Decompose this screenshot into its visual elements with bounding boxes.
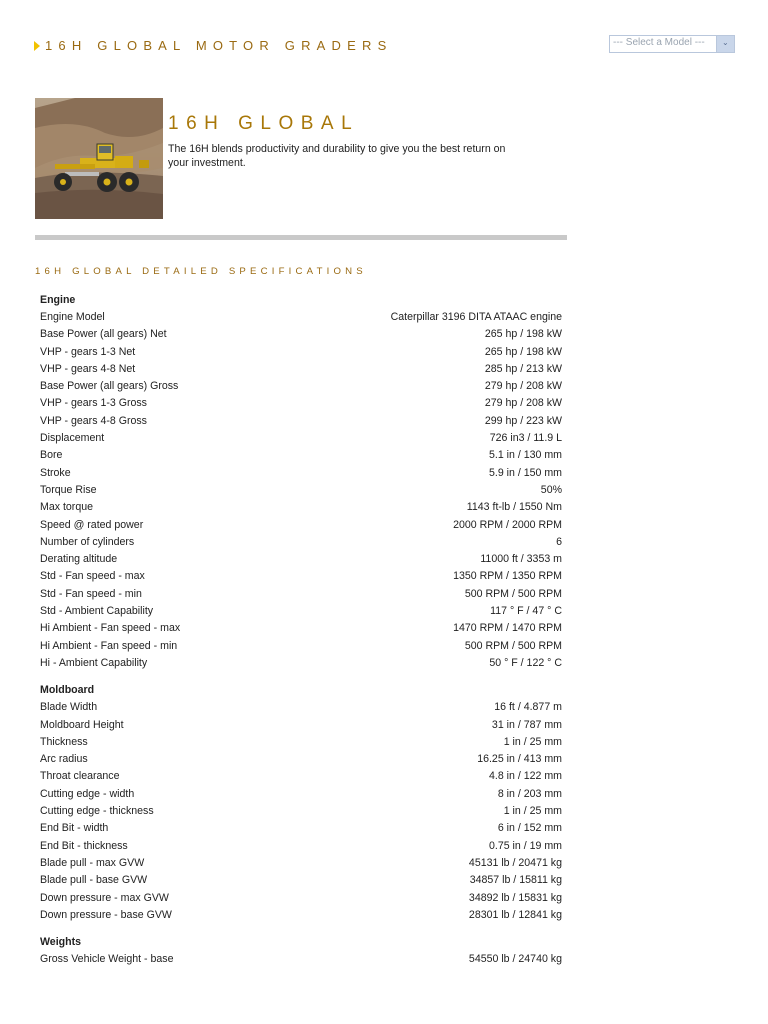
spec-row xyxy=(40,378,562,395)
spec-value: 34892 lb / 15831 kg xyxy=(468,891,562,904)
spec-value: 50% xyxy=(540,483,562,496)
spec-label: VHP - gears 4-8 Gross xyxy=(40,414,147,427)
spec-label: Hi - Ambient Capability xyxy=(40,656,148,669)
spec-label: Hi Ambient - Fan speed - min xyxy=(40,639,178,652)
section-heading: Weights xyxy=(40,936,82,949)
spec-value: 54550 lb / 24740 kg xyxy=(468,953,562,966)
spec-label: Stroke xyxy=(40,466,71,479)
spec-value: 726 in3 / 11.9 L xyxy=(489,432,562,445)
spec-value: 50 ° F / 122 ° C xyxy=(489,656,562,669)
spec-label: Thickness xyxy=(40,735,88,748)
spec-label: Speed @ rated power xyxy=(40,518,144,531)
chevron-down-icon: ⌄ xyxy=(722,38,729,47)
spec-value: 1470 RPM / 1470 RPM xyxy=(453,622,562,635)
spec-row xyxy=(40,326,562,343)
spec-value: 45131 lb / 20471 kg xyxy=(468,856,562,869)
section-heading: Engine xyxy=(40,294,76,306)
spec-row xyxy=(40,534,562,551)
spec-label: Blade Width xyxy=(40,701,98,714)
spec-row xyxy=(40,395,562,412)
spec-row xyxy=(40,551,562,568)
spec-label: Moldboard Height xyxy=(40,718,124,731)
spec-row xyxy=(40,361,562,378)
spec-value: 5.1 in / 130 mm xyxy=(488,449,562,462)
specifications-title: 16H GLOBAL DETAILED SPECIFICATIONS xyxy=(35,266,367,277)
spec-value: 279 hp / 208 kW xyxy=(484,380,562,393)
spec-label: Cutting edge - width xyxy=(40,787,135,800)
spec-value: 1 in / 25 mm xyxy=(503,805,562,818)
spec-label: End Bit - width xyxy=(40,822,109,835)
product-description: The 16H blends productivity and durability to give you the best return on your investment. xyxy=(168,143,506,169)
spec-row xyxy=(40,768,562,785)
spec-value: 4.8 in / 122 mm xyxy=(488,770,562,783)
spec-row xyxy=(40,499,562,516)
spec-row xyxy=(40,951,562,968)
spec-value: 6 in / 152 mm xyxy=(497,822,562,835)
spec-value: 6 xyxy=(556,535,562,548)
spec-row xyxy=(40,482,562,499)
spec-row xyxy=(40,838,562,855)
spec-value: 1 in / 25 mm xyxy=(503,735,562,748)
spec-row xyxy=(40,803,562,820)
spec-label: Cutting edge - thickness xyxy=(40,805,154,818)
spec-row xyxy=(40,568,562,585)
spec-value: 299 hp / 223 kW xyxy=(484,414,562,427)
spec-value: 31 in / 787 mm xyxy=(491,718,562,731)
spec-row xyxy=(40,620,562,637)
product-title: 16H GLOBAL xyxy=(168,113,360,134)
spec-value: 1143 ft-lb / 1550 Nm xyxy=(466,501,562,514)
model-select-value: --- Select a Model --- xyxy=(613,37,705,48)
spec-label: Arc radius xyxy=(40,753,88,766)
spec-row xyxy=(40,907,562,924)
section-heading: Moldboard xyxy=(40,684,95,697)
spec-row xyxy=(40,586,562,603)
spec-value: Caterpillar 3196 DITA ATAAC engine xyxy=(390,311,562,323)
spec-label: Bore xyxy=(40,449,63,462)
spec-row xyxy=(40,872,562,889)
spec-label: Base Power (all gears) Net xyxy=(40,328,167,341)
spec-row xyxy=(40,465,562,482)
spec-label: Down pressure - max GVW xyxy=(40,891,169,904)
spec-row xyxy=(40,655,562,672)
spec-label: Hi Ambient - Fan speed - max xyxy=(40,622,181,635)
spec-value: 0.75 in / 19 mm xyxy=(488,839,562,852)
spec-row xyxy=(40,751,562,768)
spec-label: Gross Vehicle Weight - base xyxy=(40,953,174,966)
spec-row xyxy=(40,430,562,447)
spec-row xyxy=(40,699,562,716)
spec-value: 28301 lb / 12841 kg xyxy=(468,908,562,921)
spec-section-weights xyxy=(40,934,562,968)
specifications-table xyxy=(40,287,562,978)
spec-label: VHP - gears 1-3 Gross xyxy=(40,397,147,410)
spec-label: Blade pull - base GVW xyxy=(40,874,148,887)
spec-row xyxy=(40,603,562,620)
spec-label: Number of cylinders xyxy=(40,535,135,548)
spec-label: VHP - gears 4-8 Net xyxy=(40,362,136,375)
spec-label: Throat clearance xyxy=(40,770,120,783)
spec-label: Engine Model xyxy=(40,311,105,323)
spec-value: 285 hp / 213 kW xyxy=(484,362,562,375)
spec-row xyxy=(40,890,562,907)
spec-label: Std - Ambient Capability xyxy=(40,605,154,618)
spec-value: 5.9 in / 150 mm xyxy=(488,466,562,479)
motor-grader-photo xyxy=(35,98,163,219)
spec-value: 2000 RPM / 2000 RPM xyxy=(453,518,562,531)
model-select[interactable] xyxy=(609,35,735,53)
spec-value: 34857 lb / 15811 kg xyxy=(469,874,562,887)
spec-label: Derating altitude xyxy=(40,553,118,566)
spec-value: 265 hp / 198 kW xyxy=(484,328,562,341)
spec-value: 500 RPM / 500 RPM xyxy=(464,639,562,652)
spec-value: 279 hp / 208 kW xyxy=(484,397,562,410)
page-title: 16H GLOBAL MOTOR GRADERS xyxy=(45,38,393,53)
divider xyxy=(35,235,567,240)
spec-label: Std - Fan speed - max xyxy=(40,570,145,583)
spec-label: Std - Fan speed - min xyxy=(40,587,142,600)
spec-row xyxy=(40,855,562,872)
spec-section-moldboard xyxy=(40,682,562,924)
spec-label: VHP - gears 1-3 Net xyxy=(40,345,136,358)
spec-row xyxy=(40,638,562,655)
spec-label: Blade pull - max GVW xyxy=(40,856,145,869)
spec-row xyxy=(40,344,562,361)
model-select-button[interactable] xyxy=(716,36,734,52)
spec-label: Max torque xyxy=(40,501,93,514)
spec-value: 8 in / 203 mm xyxy=(497,787,562,800)
spec-section-engine xyxy=(40,292,562,672)
spec-value: 117 ° F / 47 ° C xyxy=(490,605,562,618)
spec-row xyxy=(40,717,562,734)
spec-row xyxy=(40,447,562,464)
spec-label: End Bit - thickness xyxy=(40,839,128,852)
spec-label: Base Power (all gears) Gross xyxy=(40,380,179,393)
spec-label: Displacement xyxy=(40,432,105,445)
spec-value: 16 ft / 4.877 m xyxy=(494,701,562,714)
spec-label: Torque Rise xyxy=(40,483,97,496)
spec-label: Down pressure - base GVW xyxy=(40,908,172,921)
spec-row xyxy=(40,517,562,534)
spec-value: 500 RPM / 500 RPM xyxy=(464,587,562,600)
bullet-arrow-icon xyxy=(34,41,40,51)
spec-row xyxy=(40,413,562,430)
spec-row xyxy=(40,309,562,326)
spec-value: 1350 RPM / 1350 RPM xyxy=(453,570,562,583)
page-header xyxy=(34,38,734,58)
spec-row xyxy=(40,820,562,837)
spec-value: 16.25 in / 413 mm xyxy=(477,753,562,766)
spec-value: 265 hp / 198 kW xyxy=(484,345,562,358)
spec-row xyxy=(40,734,562,751)
spec-row xyxy=(40,786,562,803)
spec-value: 11000 ft / 3353 m xyxy=(480,553,562,566)
